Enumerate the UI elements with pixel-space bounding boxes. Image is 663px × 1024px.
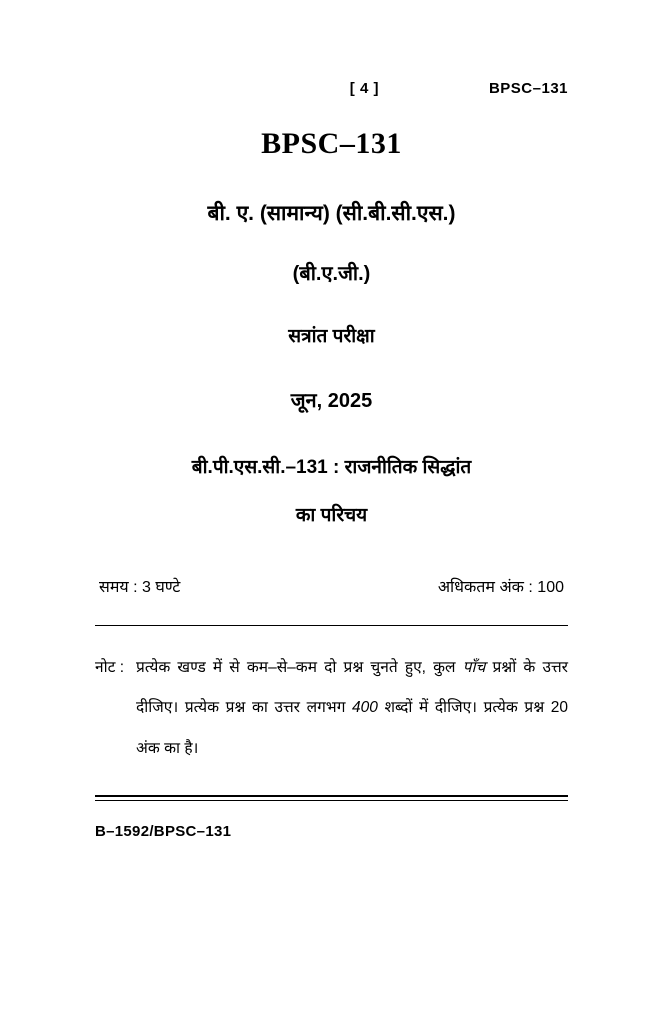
divider-top [95, 625, 568, 626]
note-text-part3: शब्दों में दीजिए। प्रत्येक प्रश्न 20 अंक का है। [136, 699, 568, 757]
page-header [95, 80, 568, 97]
divider-bottom-line2 [95, 800, 568, 801]
subject-title-line2: का परिचय [295, 505, 368, 526]
note-text-part2: प्रश्नों के उत्तर दीजिए। प्रत्येक प्रश्न का उत्तर लगभग [136, 659, 568, 717]
instructions-note [95, 648, 568, 769]
exam-meta-row [95, 575, 568, 597]
note-text-part1: प्रत्येक खण्ड में से कम–से–कम दो प्रश्न चुनते हुए, कुल [136, 659, 463, 676]
note-text [136, 648, 568, 769]
max-marks: अधिकतम अंक : 100 [437, 579, 564, 596]
page-number: [ 4 ] [349, 80, 379, 97]
programme-code: (बी.ए.जी.) [292, 263, 371, 285]
exam-session: जून, 2025 [290, 390, 373, 412]
header-course-code: BPSC–131 [488, 80, 568, 97]
page-title: BPSC–131 [261, 127, 402, 160]
divider-bottom [95, 795, 568, 801]
note-emphasis-five: पाँच [462, 659, 486, 676]
note-emphasis-wordcount: 400 [352, 699, 378, 717]
footer-code: B–1592/BPSC–131 [95, 822, 232, 840]
subject-title-line1: बी.पी.एस.सी.–131 : राजनीतिक सिद्धांत [191, 457, 472, 478]
programme-name: बी. ए. (सामान्य) (सी.बी.सी.एस.) [207, 202, 456, 225]
divider-bottom-line1 [95, 795, 568, 797]
exam-duration: समय : 3 घण्टे [99, 579, 181, 596]
exam-type: सत्रांत परीक्षा [288, 326, 375, 347]
note-label: नोट : [95, 659, 125, 676]
